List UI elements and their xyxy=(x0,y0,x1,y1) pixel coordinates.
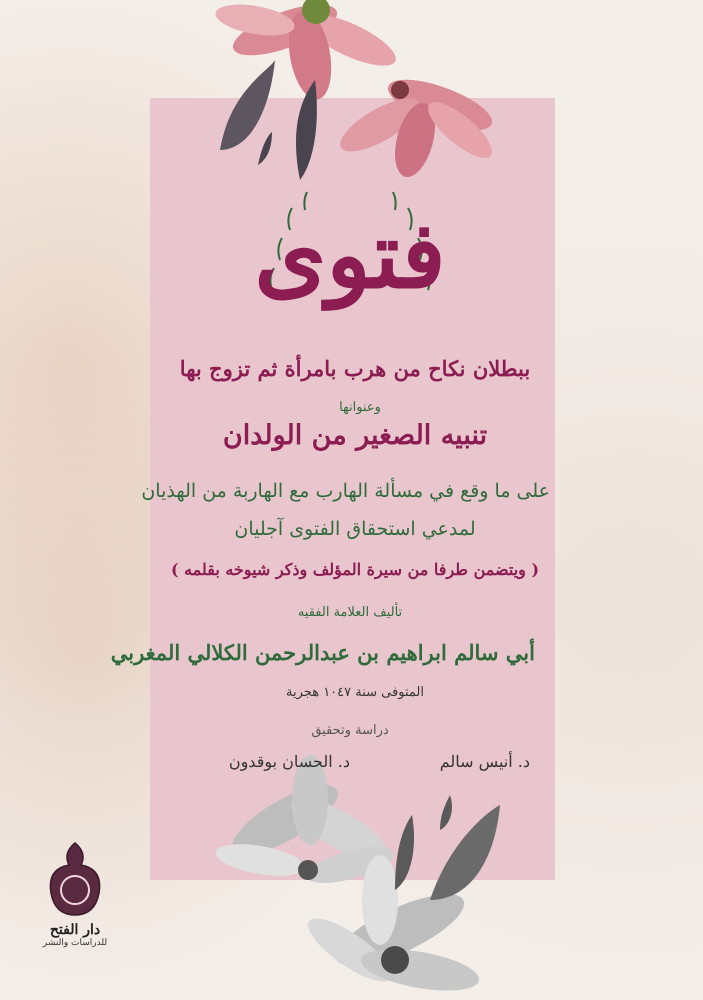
authored-by-label: تأليف العلامة الفقيه xyxy=(297,605,403,620)
author-name: أبي سالم ابراهيم بن عبدالرحمن الكلالي المغربي xyxy=(110,640,535,665)
book-title: فتوى xyxy=(254,201,446,309)
book-subtitle: ببطلان نكاح من هرب بامرأة ثم تزوج بها xyxy=(179,356,531,381)
top-flower-1 xyxy=(213,0,402,103)
leaf-3 xyxy=(430,805,500,900)
title-line-1: على ما وقع في مسألة الهارب مع الهاربة من الهذيان xyxy=(141,480,550,502)
study-label: دراسة وتحقيق xyxy=(311,723,389,738)
editor-2: د. الحسان بوقدون xyxy=(228,752,350,771)
publisher-logo xyxy=(35,840,115,950)
main-title: تنبيه الصغير من الولدان xyxy=(222,420,488,451)
publisher-subtitle: للدراسات والنشر xyxy=(42,938,108,948)
title-line-3: ( ويتضمن طرفا من سيرة المؤلف وذكر شيوخه بقلمه ) xyxy=(170,560,540,579)
publisher-name: دار الفتح xyxy=(49,922,101,938)
title-line-2: لمدعي استحقاق الفتوى آجليان xyxy=(234,518,476,540)
title-intro-label: وعنوانها xyxy=(339,400,381,415)
author-death-date: المتوفى سنة ١٠٤٧ هجرية xyxy=(286,685,424,700)
leaf-4 xyxy=(395,815,414,890)
top-flower-2 xyxy=(333,69,500,181)
leaf-1 xyxy=(220,60,275,150)
editor-1: د. أنيس سالم xyxy=(439,752,530,771)
leaf-2 xyxy=(296,80,317,180)
